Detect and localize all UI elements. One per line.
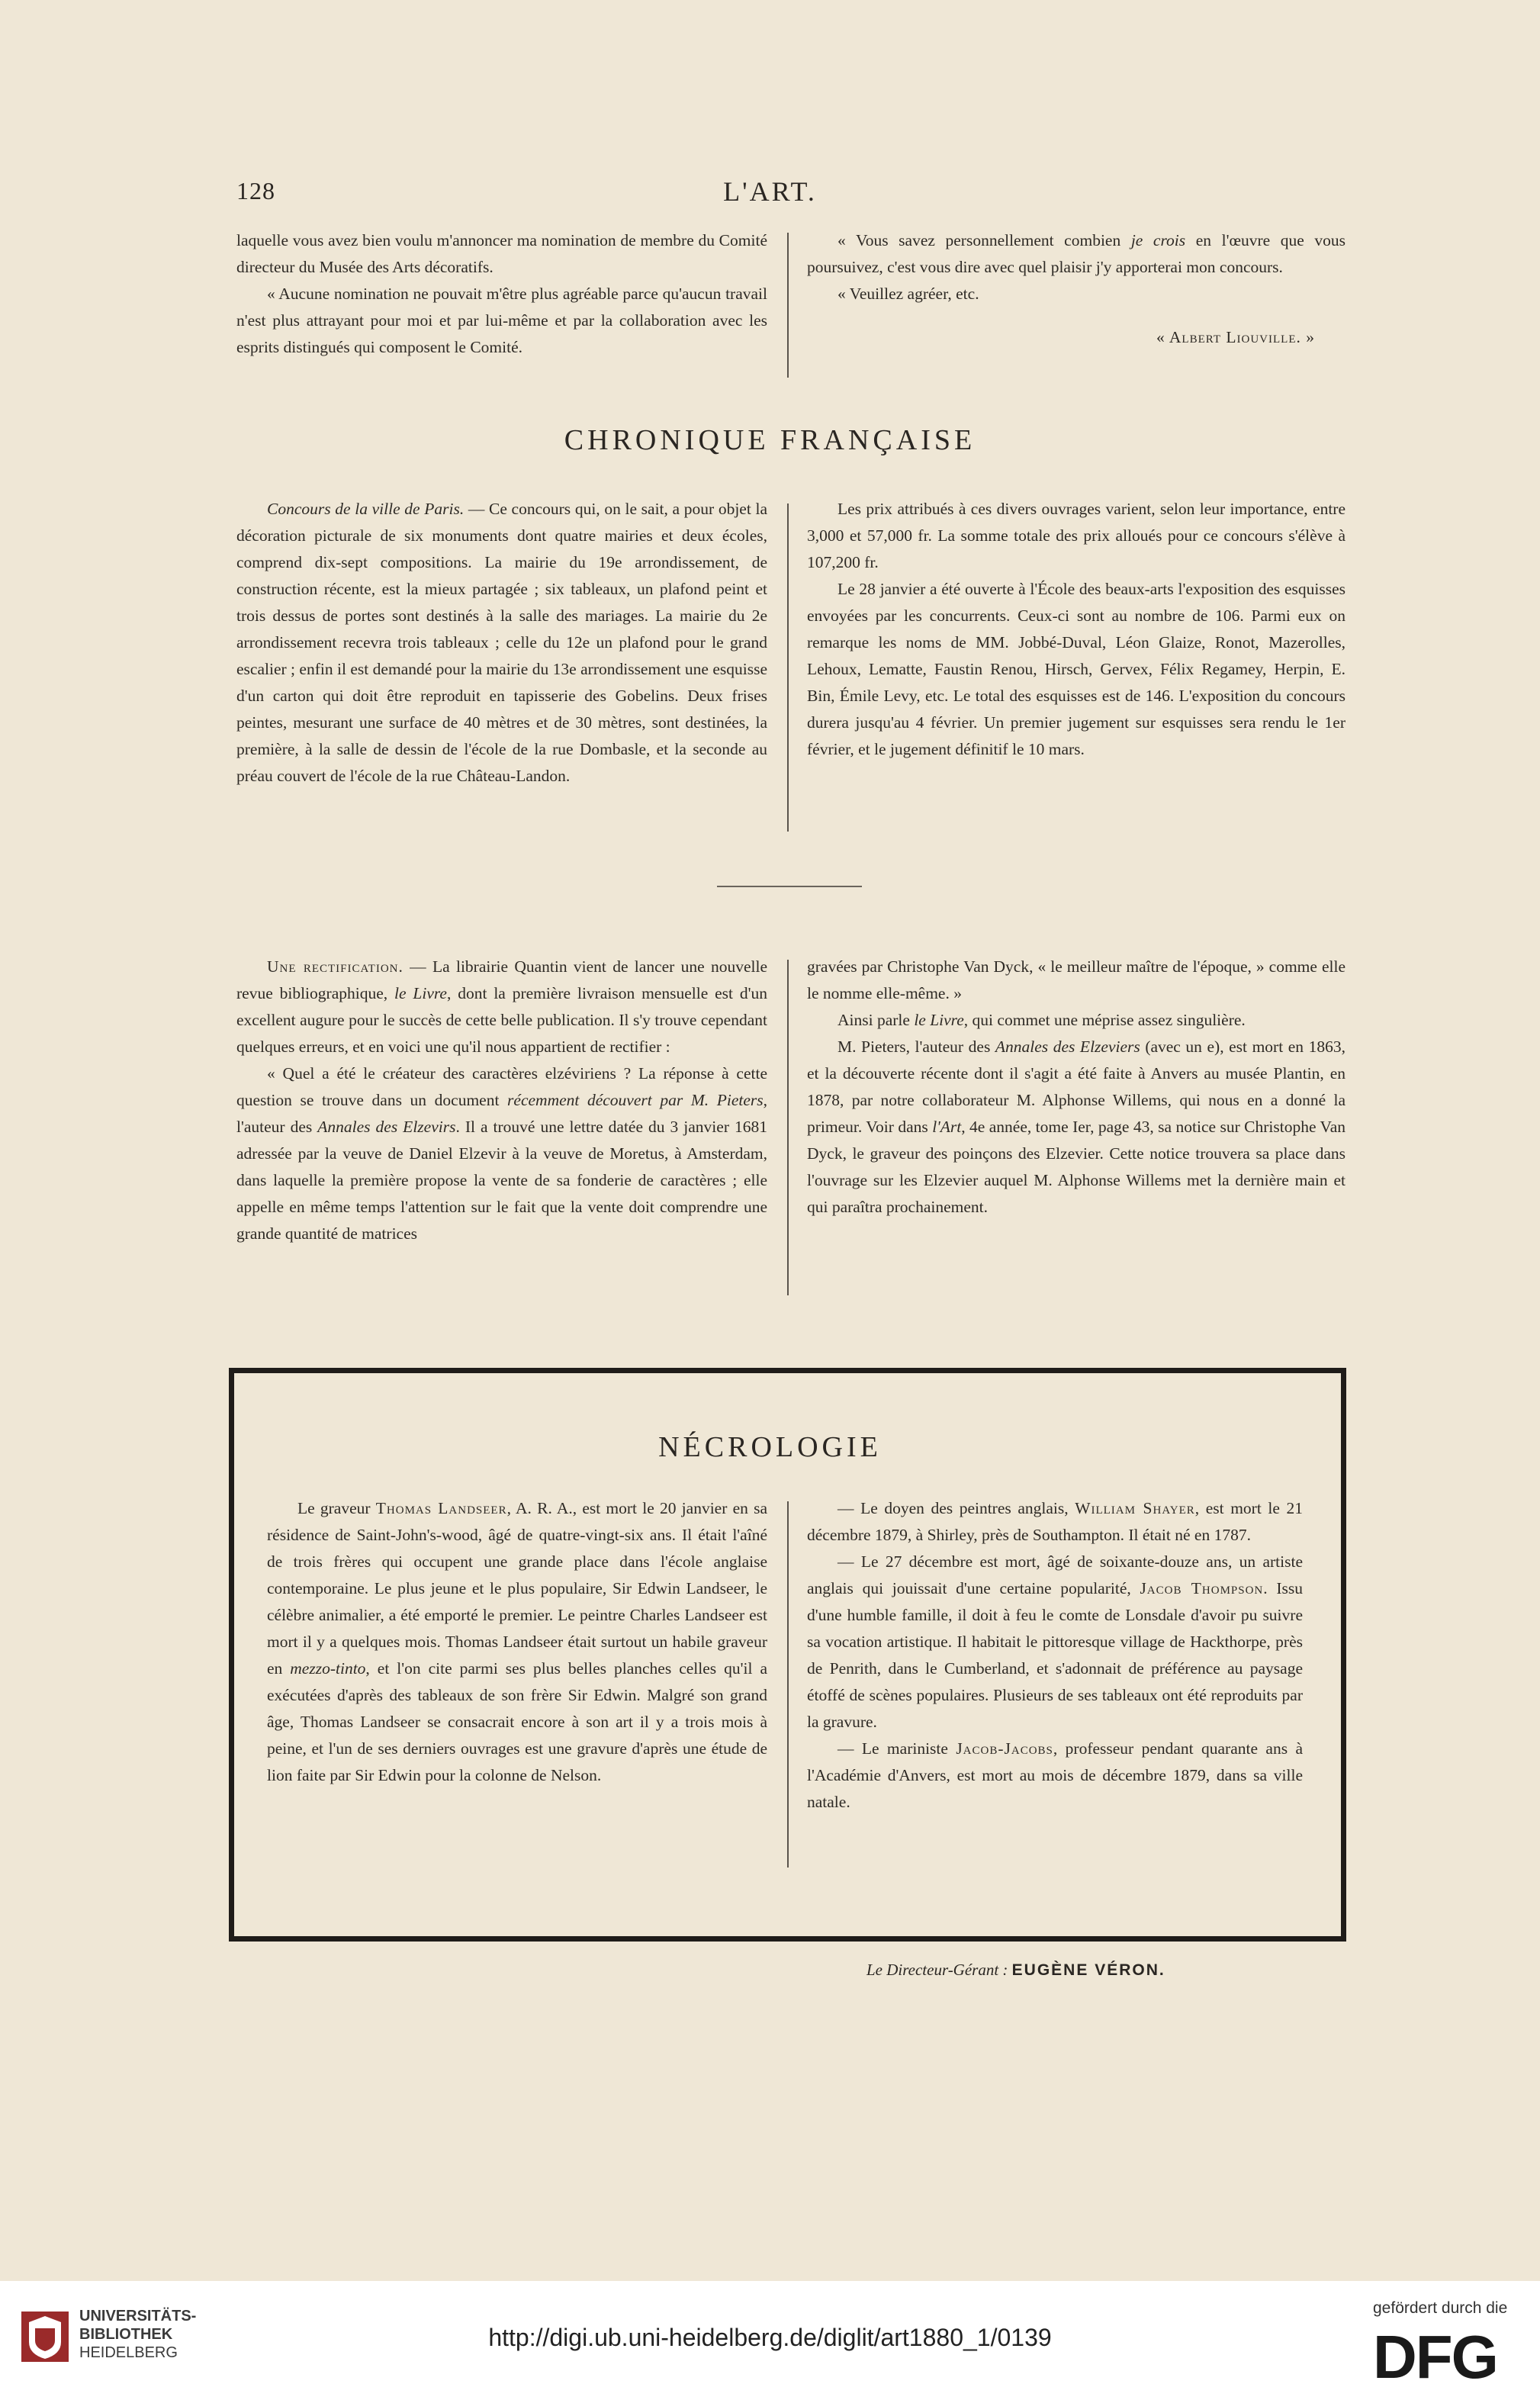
dfg-caption: gefördert durch die [1373, 2299, 1508, 2317]
chronique-paragraph: Concours de la ville de Paris. — Ce concours qui, on le sait, a pour objet la décoration picturale de six monuments dont quatre mairies et deux écoles, comprend dix-sept compositions. La mairie du 19e arrondissement, de construction récente, est la mieux partagée ; six tableaux, un plafond peint et trois dessus de portes sont destinés à la salle des mariages. La mairie du 2e arrondissement recevra trois tableaux ; celle du 12e un plafond pour le grand escalier ; enfin il est demandé pour la mairie du 13e arrondissement une esquisse d'un carton qui doit être reproduit en tapisserie des Gobelins. Deux frises peintes, mesurant une surface de 40 mètres et de 30 mètres, sont destinées, la première, à la salle de dessin de l'école de la rue Dombasle, et la seconde au préau couvert de l'école de la rue Château-Landon. [236, 500, 767, 785]
letter-left-column [236, 227, 767, 361]
necrologie-paragraph: Le graveur Thomas Landseer, A. R. A., est mort le 20 janvier en sa résidence de Saint-John's-wood, âgé de quatre-vingt-six ans. Il était l'aîné de trois frères qui occupent une grande place dans l'école anglaise contemporaine. Le plus jeune et le plus populaire, Sir Edwin Landseer, le célèbre animalier, a été emporté le premier. Le peintre Charles Landseer est mort il y a quelques mois. Thomas Landseer était surtout un habile graveur en mezzo-tinto, et l'on cite parmi ses plus belles planches celles qu'il a exécutées d'après des tableaux de son frère Sir Edwin. Malgré son grand âge, Thomas Landseer se consacrait encore à son art il y a trois mois à peine, et l'un de ses derniers ouvrages est une gravure d'après une étude de lion faite par Sir Edwin pour la colonne de Nelson. [267, 1499, 767, 1784]
necrologie-title: NÉCROLOGIE [658, 1431, 882, 1463]
dfg-logo: DFG [1373, 2323, 1497, 2391]
rectification-paragraph: gravées par Christophe Van Dyck, « le meilleur maître de l'époque, » comme elle le nomme elle-même. » [807, 957, 1345, 1002]
column-divider [787, 233, 789, 378]
chronique-left-column [236, 496, 767, 790]
rectification-left-column [236, 954, 767, 1247]
chronique-title: CHRONIQUE FRANÇAISE [564, 424, 976, 456]
letter-paragraph: « Veuillez agréer, etc. [838, 285, 979, 303]
letter-right-column [807, 227, 1345, 351]
column-divider [787, 960, 789, 1295]
library-name: UNIVERSITÄTS- BIBLIOTHEK HEIDELBERG [79, 2308, 197, 2361]
necrologie-right-column [807, 1495, 1303, 1816]
necrologie-left-column [267, 1495, 767, 1789]
necrologie-paragraph: — Le 27 décembre est mort, âgé de soixante-douze ans, un artiste anglais qui jouissait d'une certaine popularité, Jacob Thompson. Issu d'une humble famille, il doit à feu le comte de Lonsdale d'avoir pu suivre sa vocation artistique. Il habitait le pittoresque village de Hackthorpe, près de Penrith, dans le Cumberland, et s'adonnait de préférence au paysage étoffé de scènes populaires. Plusieurs de ses tableaux ont été reproduits par la gravure. [807, 1552, 1303, 1731]
letter-signature: « Albert Liouville. » [1156, 328, 1315, 346]
rectification-paragraph: M. Pieters, l'auteur des Annales des Elzeviers (avec un e), est mort en 1863, et la découverte récente dont il s'agit a été faite à Anvers au musée Plantin, en 1878, par notre collaborateur M. Alphonse Willems, qui nous en a donné la primeur. Voir dans l'Art, 4e année, tome Ier, page 43, sa notice sur Christophe Van Dyck, le graveur des poinçons des Elzevier. Cette notice trouvera sa place dans l'ouvrage sur les Elzevier auquel M. Alphonse Willems met la dernière main et qui paraîtra prochainement. [807, 1038, 1345, 1216]
rectification-paragraph: Une rectification. — La librairie Quantin vient de lancer une nouvelle revue bibliographique, le Livre, dont la première livraison mensuelle est d'un excellent augure pour le succès de cette belle publication. Il s'y trouve cependant quelques erreurs, et en voici une qu'il nous appartient de rectifier : [236, 957, 768, 1056]
chronique-paragraph: Les prix attribués à ces divers ouvrages varient, selon leur importance, entre 3,000 et 57,000 fr. La somme totale des prix alloués pour ce concours s'élève à 107,200 fr. [807, 500, 1345, 571]
section-separator [717, 886, 862, 887]
letter-paragraph: « Aucune nomination ne pouvait m'être plus agréable parce qu'aucun travail n'est plus attrayant pour moi et par lui-même et par la collaboration avec les esprits distingués qui composent le Comité. [236, 285, 767, 356]
rectification-paragraph: Ainsi parle le Livre, qui commet une méprise assez singulière. [838, 1011, 1246, 1029]
digitization-url[interactable]: http://digi.ub.uni-heidelberg.de/diglit/art1880_1/0139 [488, 2324, 1052, 2351]
signoff-name: EUGÈNE VÉRON. [1011, 1961, 1165, 1979]
page-number: 128 [236, 177, 275, 204]
rectification-right-column [807, 954, 1345, 1221]
rectification-paragraph: « Quel a été le créateur des caractères elzéviriens ? La réponse à cette question se trouve dans un document récemment découvert par M. Pieters, l'auteur des Annales des Elzevirs. Il a trouvé une lettre datée du 3 janvier 1681 adressée par la veuve de Daniel Elzevir à la veuve de Moretus, à Amsterdam, dans laquelle la première propose la vente de sa fonderie de caractères ; elle appelle en même temps l'attention sur le fait que la vente doit comprendre une grande quantité de matrices [236, 1064, 767, 1243]
letter-paragraph: laquelle vous avez bien voulu m'annoncer ma nomination de membre du Comité directeur du Musée des Arts décoratifs. [236, 231, 767, 276]
journal-title: L'ART. [723, 176, 817, 207]
column-divider [787, 1501, 789, 1868]
necrologie-paragraph: — Le doyen des peintres anglais, William Shayer, est mort le 21 décembre 1879, à Shirley, près de Southampton. Il était né en 1787. [807, 1499, 1303, 1544]
director-signoff [866, 1961, 1165, 1980]
signoff-label: Le Directeur-Gérant : [866, 1961, 1008, 1979]
chronique-paragraph: Le 28 janvier a été ouverte à l'École des beaux-arts l'exposition des esquisses envoyées par les concurrents. Ceux-ci sont au nombre de 106. Parmi eux on remarque les noms de MM. Jobbé-Duval, Léon Glaize, Ronot, Mazerolles, Lehoux, Lematte, Faustin Renou, Hirsch, Gervex, Félix Regamey, Herpin, E. Bin, Émile Levy, etc. Le total des esquisses est de 146. L'exposition du concours durera jusqu'au 4 février. Un premier jugement sur esquisses sera rendu le 1er février, et le jugement définitif le 10 mars. [807, 580, 1345, 758]
letter-paragraph: « Vous savez personnellement combien je crois en l'œuvre que vous poursuivez, c'est vous dire avec quel plaisir j'y apporterai mon concours. [807, 231, 1346, 276]
chronique-right-column [807, 496, 1345, 763]
necrologie-paragraph: — Le mariniste Jacob-Jacobs, professeur pendant quarante ans à l'Académie d'Anvers, est mort au mois de décembre 1879, dans sa ville natale. [807, 1739, 1303, 1811]
column-divider [787, 503, 789, 832]
